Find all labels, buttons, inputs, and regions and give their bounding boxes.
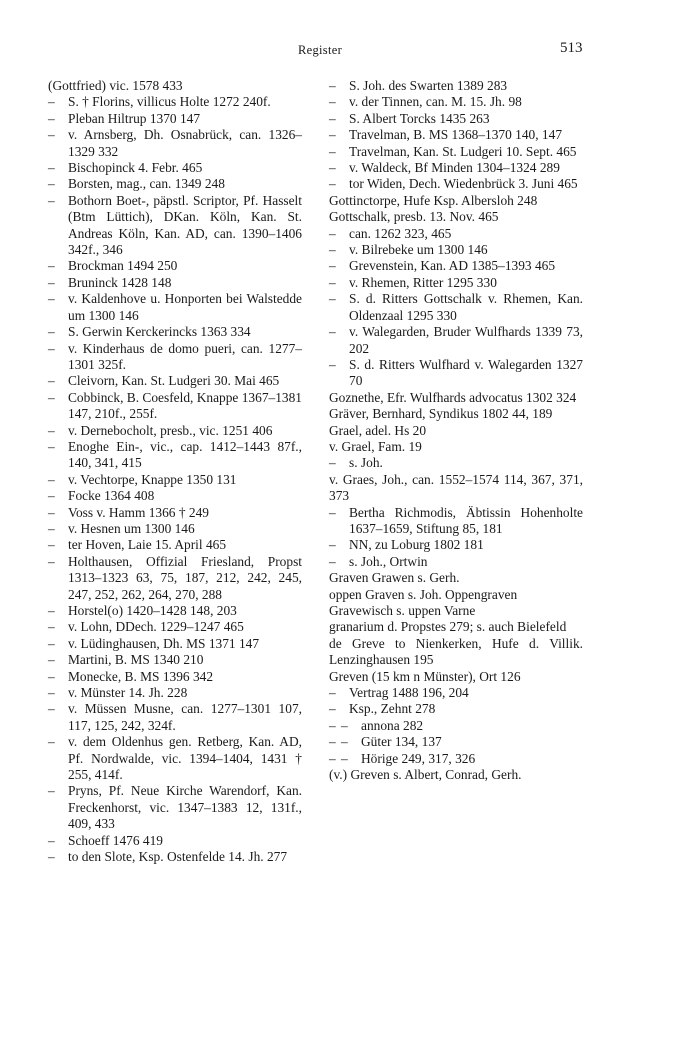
entry-text: Voss v. Hamm 1366 † 249 xyxy=(68,504,209,520)
entry-dash: – xyxy=(48,422,55,438)
index-subentry xyxy=(329,537,583,553)
entry-text: v. dem Oldenhus gen. Retberg, Kan. AD, Pf. Nordwalde, vic. 1394–1404, 1431 † 255, 414f. xyxy=(68,734,302,783)
index-subentry xyxy=(48,258,302,274)
entry-text: v. Rhemen, Ritter 1295 330 xyxy=(349,274,497,290)
entry-dash: – xyxy=(329,553,336,569)
entry-text: Grael, adel. Hs 20 xyxy=(329,422,427,438)
entry-text: v. Dernebocholt, presb., vic. 1251 406 xyxy=(68,422,273,438)
entry-dash: – xyxy=(48,619,55,635)
entry-dash: – xyxy=(48,603,55,618)
index-subentry xyxy=(48,390,302,423)
entry-dash: – xyxy=(48,373,55,389)
index-subentry xyxy=(48,472,302,488)
index-subentry xyxy=(329,226,583,242)
entry-dash: – xyxy=(329,685,336,701)
entry-dash: – xyxy=(329,242,336,258)
entry-text: v. Graes, Joh., can. 1552–1574 114, 367, 371, 373 xyxy=(329,471,583,504)
entry-dash: – xyxy=(48,160,55,176)
entry-text: Ksp., Zehnt 278 xyxy=(349,701,436,717)
entry-dash: – xyxy=(329,356,336,372)
entry-text: oppen Graven s. Joh. Oppengraven xyxy=(329,586,518,602)
entry-text: s. Joh., Ortwin xyxy=(349,553,428,569)
entry-dash: – xyxy=(48,849,55,865)
entry-dash: – xyxy=(48,471,55,487)
entry-text: S. Gerwin Kerckerincks 1363 334 xyxy=(68,324,251,340)
entry-dash: – xyxy=(329,291,336,307)
index-subentry xyxy=(48,701,302,734)
entry-text: Martini, B. MS 1340 210 xyxy=(68,652,204,668)
entry-dash: – xyxy=(329,258,336,274)
entry-text: v. der Tinnen, can. M. 15. Jh. 98 xyxy=(349,94,522,110)
entry-text: Hörige 249, 317, 326 xyxy=(361,750,476,766)
entry-text: Travelman, Kan. St. Ludgeri 10. Sept. 465 xyxy=(349,143,577,159)
entry-dash: – xyxy=(329,750,336,766)
page-number: 513 xyxy=(560,40,583,56)
entry-dash: – xyxy=(48,488,55,504)
entry-text: Greven (15 km n Münster), Ort 126 xyxy=(329,668,521,684)
entry-dash: – xyxy=(329,176,336,192)
entry-dash: – xyxy=(329,110,336,126)
index-subentry xyxy=(329,242,583,258)
index-entry xyxy=(329,669,583,685)
running-header: Register xyxy=(297,43,343,57)
entry-text: Gravewisch s. uppen Varne xyxy=(329,603,476,618)
entry-text: can. 1262 323, 465 xyxy=(349,225,452,241)
entry-text: Brockman 1494 250 xyxy=(68,258,178,274)
index-entry xyxy=(329,423,583,439)
entry-dash: – xyxy=(341,734,348,750)
index-subentry xyxy=(329,505,583,538)
entry-text: Gottschalk, presb. 13. Nov. 465 xyxy=(329,209,499,225)
index-subentry xyxy=(48,291,302,324)
entry-text: Bruninck 1428 148 xyxy=(68,274,172,290)
entry-dash: – xyxy=(329,455,336,471)
index-subentry xyxy=(48,734,302,783)
entry-dash: – xyxy=(48,652,55,668)
entry-dash: – xyxy=(329,127,336,143)
index-entry xyxy=(329,603,583,619)
entry-dash: – xyxy=(48,127,55,143)
index-subentry xyxy=(48,193,302,259)
index-subentry xyxy=(329,734,583,750)
index-entry xyxy=(329,209,583,225)
entry-text: Gräver, Bernhard, Syndikus 1802 44, 189 xyxy=(329,406,553,422)
index-subentry xyxy=(48,652,302,668)
entry-text: v. Walegarden, Bruder Wulfhards 1339 73, 202 xyxy=(349,324,583,356)
entry-text: (v.) Greven s. Albert, Conrad, Gerh. xyxy=(329,767,522,783)
entry-text: S. d. Ritters Gottschalk v. Rhemen, Kan. Oldenzaal 1295 330 xyxy=(349,291,583,323)
index-entry xyxy=(48,78,302,94)
entry-dash: – xyxy=(329,160,336,176)
index-subentry xyxy=(329,176,583,192)
entry-text: Bothorn Boet-, päpstl. Scriptor, Pf. Hasselt (Btm Lüttich), DKan. Köln, Kan. St. Andreas Köln, Kan. AD, can. 1390–1406 342f., 346 xyxy=(68,192,302,258)
index-subentry xyxy=(48,373,302,389)
entry-text: Holthausen, Offizial Friesland, Propst 1313–1323 63, 75, 187, 212, 242, 245, 247, 252, 262, 264, 270, 288 xyxy=(68,553,302,602)
entry-dash: – xyxy=(48,734,55,750)
index-subentry xyxy=(329,275,583,291)
index-subentry xyxy=(329,160,583,176)
entry-dash: – xyxy=(48,701,55,717)
entry-text: v. Arnsberg, Dh. Osnabrück, can. 1326–1329 332 xyxy=(68,127,302,159)
entry-text: ter Hoven, Laie 15. April 465 xyxy=(68,537,227,553)
entry-text: annona 282 xyxy=(361,717,424,733)
entry-text: s. Joh. xyxy=(349,455,383,471)
index-entry xyxy=(329,587,583,603)
entry-dash: – xyxy=(329,701,336,717)
index-subentry xyxy=(48,783,302,832)
entry-dash: – xyxy=(48,668,55,684)
entry-text: Graven Grawen s. Gerh. xyxy=(329,570,460,586)
index-subentry xyxy=(48,619,302,635)
entry-text: v. Grael, Fam. 19 xyxy=(329,438,422,454)
entry-text: Horstel(o) 1420–1428 148, 203 xyxy=(68,603,237,618)
entry-text: (Gottfried) vic. 1578 433 xyxy=(48,78,183,93)
entry-text: v. Lüdinghausen, Dh. MS 1371 147 xyxy=(68,635,260,651)
entry-text: de Greve to Nienkerken, Hufe d. Villik. Lenzinghausen 195 xyxy=(329,635,583,668)
entry-dash: – xyxy=(329,537,336,553)
entry-dash: – xyxy=(48,553,55,569)
entry-text: Pleban Hiltrup 1370 147 xyxy=(68,110,201,126)
entry-text: tor Widen, Dech. Wiedenbrück 3. Juni 465 xyxy=(349,176,578,192)
index-subentry xyxy=(48,537,302,553)
entry-dash: – xyxy=(48,192,55,208)
entry-text: Enoghe Ein-, vic., cap. 1412–1443 87f., 140, 341, 415 xyxy=(68,438,302,471)
entry-text: Gottinctorpe, Hufe Ksp. Albersloh 248 xyxy=(329,192,538,208)
entry-text: Travelman, B. MS 1368–1370 140, 147 xyxy=(349,127,563,143)
index-subentry xyxy=(48,341,302,374)
index-subentry xyxy=(329,144,583,160)
entry-text: Cleivorn, Kan. St. Ludgeri 30. Mai 465 xyxy=(68,373,280,389)
entry-dash: – xyxy=(48,176,55,192)
entry-text: v. Hesnen um 1300 146 xyxy=(68,520,195,536)
index-subentry xyxy=(329,258,583,274)
index-subentry xyxy=(48,505,302,521)
entry-text: v. Kinderhaus de domo pueri, can. 1277–1301 325f. xyxy=(68,340,302,372)
entry-text: Focke 1364 408 xyxy=(68,488,155,504)
index-entry xyxy=(329,390,583,406)
index-subentry xyxy=(48,127,302,160)
entry-dash: – xyxy=(48,94,55,110)
right-column xyxy=(329,78,583,783)
index-entry xyxy=(329,406,583,422)
entry-text: v. Lohn, DDech. 1229–1247 465 xyxy=(68,619,244,635)
left-column xyxy=(48,78,302,866)
entry-dash: – xyxy=(48,504,55,520)
entry-text: Bertha Richmodis, Äbtissin Hohenholte 1637–1659, Stiftung 85, 181 xyxy=(349,504,583,536)
entry-text: v. Bilrebeke um 1300 146 xyxy=(349,242,488,258)
entry-text: Pryns, Pf. Neue Kirche Warendorf, Kan. Freckenhorst, vic. 1347–1383 12, 131f., 409, 433 xyxy=(68,783,302,832)
index-subentry xyxy=(329,324,583,357)
entry-dash: – xyxy=(329,78,336,93)
index-subentry xyxy=(48,849,302,865)
entry-text: Schoeff 1476 419 xyxy=(68,832,163,848)
entry-dash: – xyxy=(329,274,336,290)
entry-dash: – xyxy=(48,291,55,307)
index-subentry xyxy=(48,669,302,685)
entry-text: S. Joh. des Swarten 1389 283 xyxy=(349,78,508,93)
entry-dash: – xyxy=(48,438,55,454)
entry-dash: – xyxy=(341,717,348,733)
index-subentry xyxy=(329,554,583,570)
entry-dash: – xyxy=(48,389,55,405)
entry-dash: – xyxy=(48,340,55,356)
entry-text: v. Vechtorpe, Knappe 1350 131 xyxy=(68,471,237,487)
index-subentry xyxy=(48,160,302,176)
entry-text: S. d. Ritters Wulfhard v. Walegarden 1327 70 xyxy=(349,356,583,389)
index-subentry xyxy=(48,423,302,439)
entry-text: to den Slote, Ksp. Ostenfelde 14. Jh. 277 xyxy=(68,849,288,865)
entry-text: S. Albert Torcks 1435 263 xyxy=(349,110,490,126)
entry-dash: – xyxy=(329,143,336,159)
entry-text: Bischopinck 4. Febr. 465 xyxy=(68,160,203,176)
entry-text: NN, zu Loburg 1802 181 xyxy=(349,537,484,553)
index-subentry xyxy=(48,176,302,192)
index-subentry xyxy=(329,94,583,110)
entry-dash: – xyxy=(329,717,336,733)
entry-text: v. Waldeck, Bf Minden 1304–1324 289 xyxy=(349,160,560,176)
index-subentry xyxy=(48,439,302,472)
entry-text: v. Kaldenhove u. Honporten bei Walstedde um 1300 146 xyxy=(68,291,302,323)
entry-dash: – xyxy=(341,750,348,766)
index-subentry xyxy=(329,111,583,127)
entry-dash: – xyxy=(48,274,55,290)
entry-dash: – xyxy=(329,225,336,241)
index-subentry xyxy=(48,275,302,291)
entry-dash: – xyxy=(48,324,55,340)
entry-dash: – xyxy=(329,734,336,750)
entry-dash: – xyxy=(48,783,55,799)
entry-text: v. Müssen Musne, can. 1277–1301 107, 117, 125, 242, 324f. xyxy=(68,701,302,733)
entry-dash: – xyxy=(48,520,55,536)
entry-text: Monecke, B. MS 1396 342 xyxy=(68,668,214,684)
entry-dash: – xyxy=(48,832,55,848)
entry-dash: – xyxy=(329,94,336,110)
index-subentry xyxy=(329,127,583,143)
index-subentry xyxy=(48,111,302,127)
index-subentry xyxy=(329,701,583,717)
index-subentry xyxy=(48,636,302,652)
entry-dash: – xyxy=(48,258,55,274)
index-subentry xyxy=(48,685,302,701)
entry-dash: – xyxy=(48,537,55,553)
entry-text: S. † Florins, villicus Holte 1272 240f. xyxy=(68,94,271,110)
entry-dash: – xyxy=(329,504,336,520)
index-entry xyxy=(329,619,583,635)
index-subentry xyxy=(329,718,583,734)
entry-text: Cobbinck, B. Coesfeld, Knappe 1367–1381 147, 210f., 255f. xyxy=(68,389,302,422)
index-entry xyxy=(329,439,583,455)
index-subentry xyxy=(48,833,302,849)
entry-text: Grevenstein, Kan. AD 1385–1393 465 xyxy=(349,258,556,274)
index-entry xyxy=(329,570,583,586)
index-subentry xyxy=(329,357,583,390)
entry-text: Borsten, mag., can. 1349 248 xyxy=(68,176,225,192)
index-subentry xyxy=(329,455,583,471)
index-entry xyxy=(329,767,583,783)
entry-text: Güter 134, 137 xyxy=(361,734,442,750)
entry-text: Goznethe, Efr. Wulfhards advocatus 1302 324 xyxy=(329,389,577,405)
index-subentry xyxy=(48,488,302,504)
index-subentry xyxy=(48,521,302,537)
index-subentry xyxy=(329,78,583,94)
entry-dash: – xyxy=(48,685,55,701)
entry-dash: – xyxy=(48,635,55,651)
index-subentry xyxy=(48,94,302,110)
entry-dash: – xyxy=(48,110,55,126)
entry-text: granarium d. Propstes 279; s. auch Bielefeld xyxy=(329,619,567,635)
index-subentry xyxy=(48,554,302,603)
entry-text: Vertrag 1488 196, 204 xyxy=(349,685,469,701)
index-entry xyxy=(329,193,583,209)
index-subentry xyxy=(48,324,302,340)
index-subentry xyxy=(329,685,583,701)
index-entry xyxy=(329,472,583,505)
index-subentry xyxy=(329,291,583,324)
index-subentry xyxy=(329,751,583,767)
index-entry xyxy=(329,636,583,669)
entry-text: v. Münster 14. Jh. 228 xyxy=(68,685,188,701)
entry-dash: – xyxy=(329,324,336,340)
index-subentry xyxy=(48,603,302,619)
